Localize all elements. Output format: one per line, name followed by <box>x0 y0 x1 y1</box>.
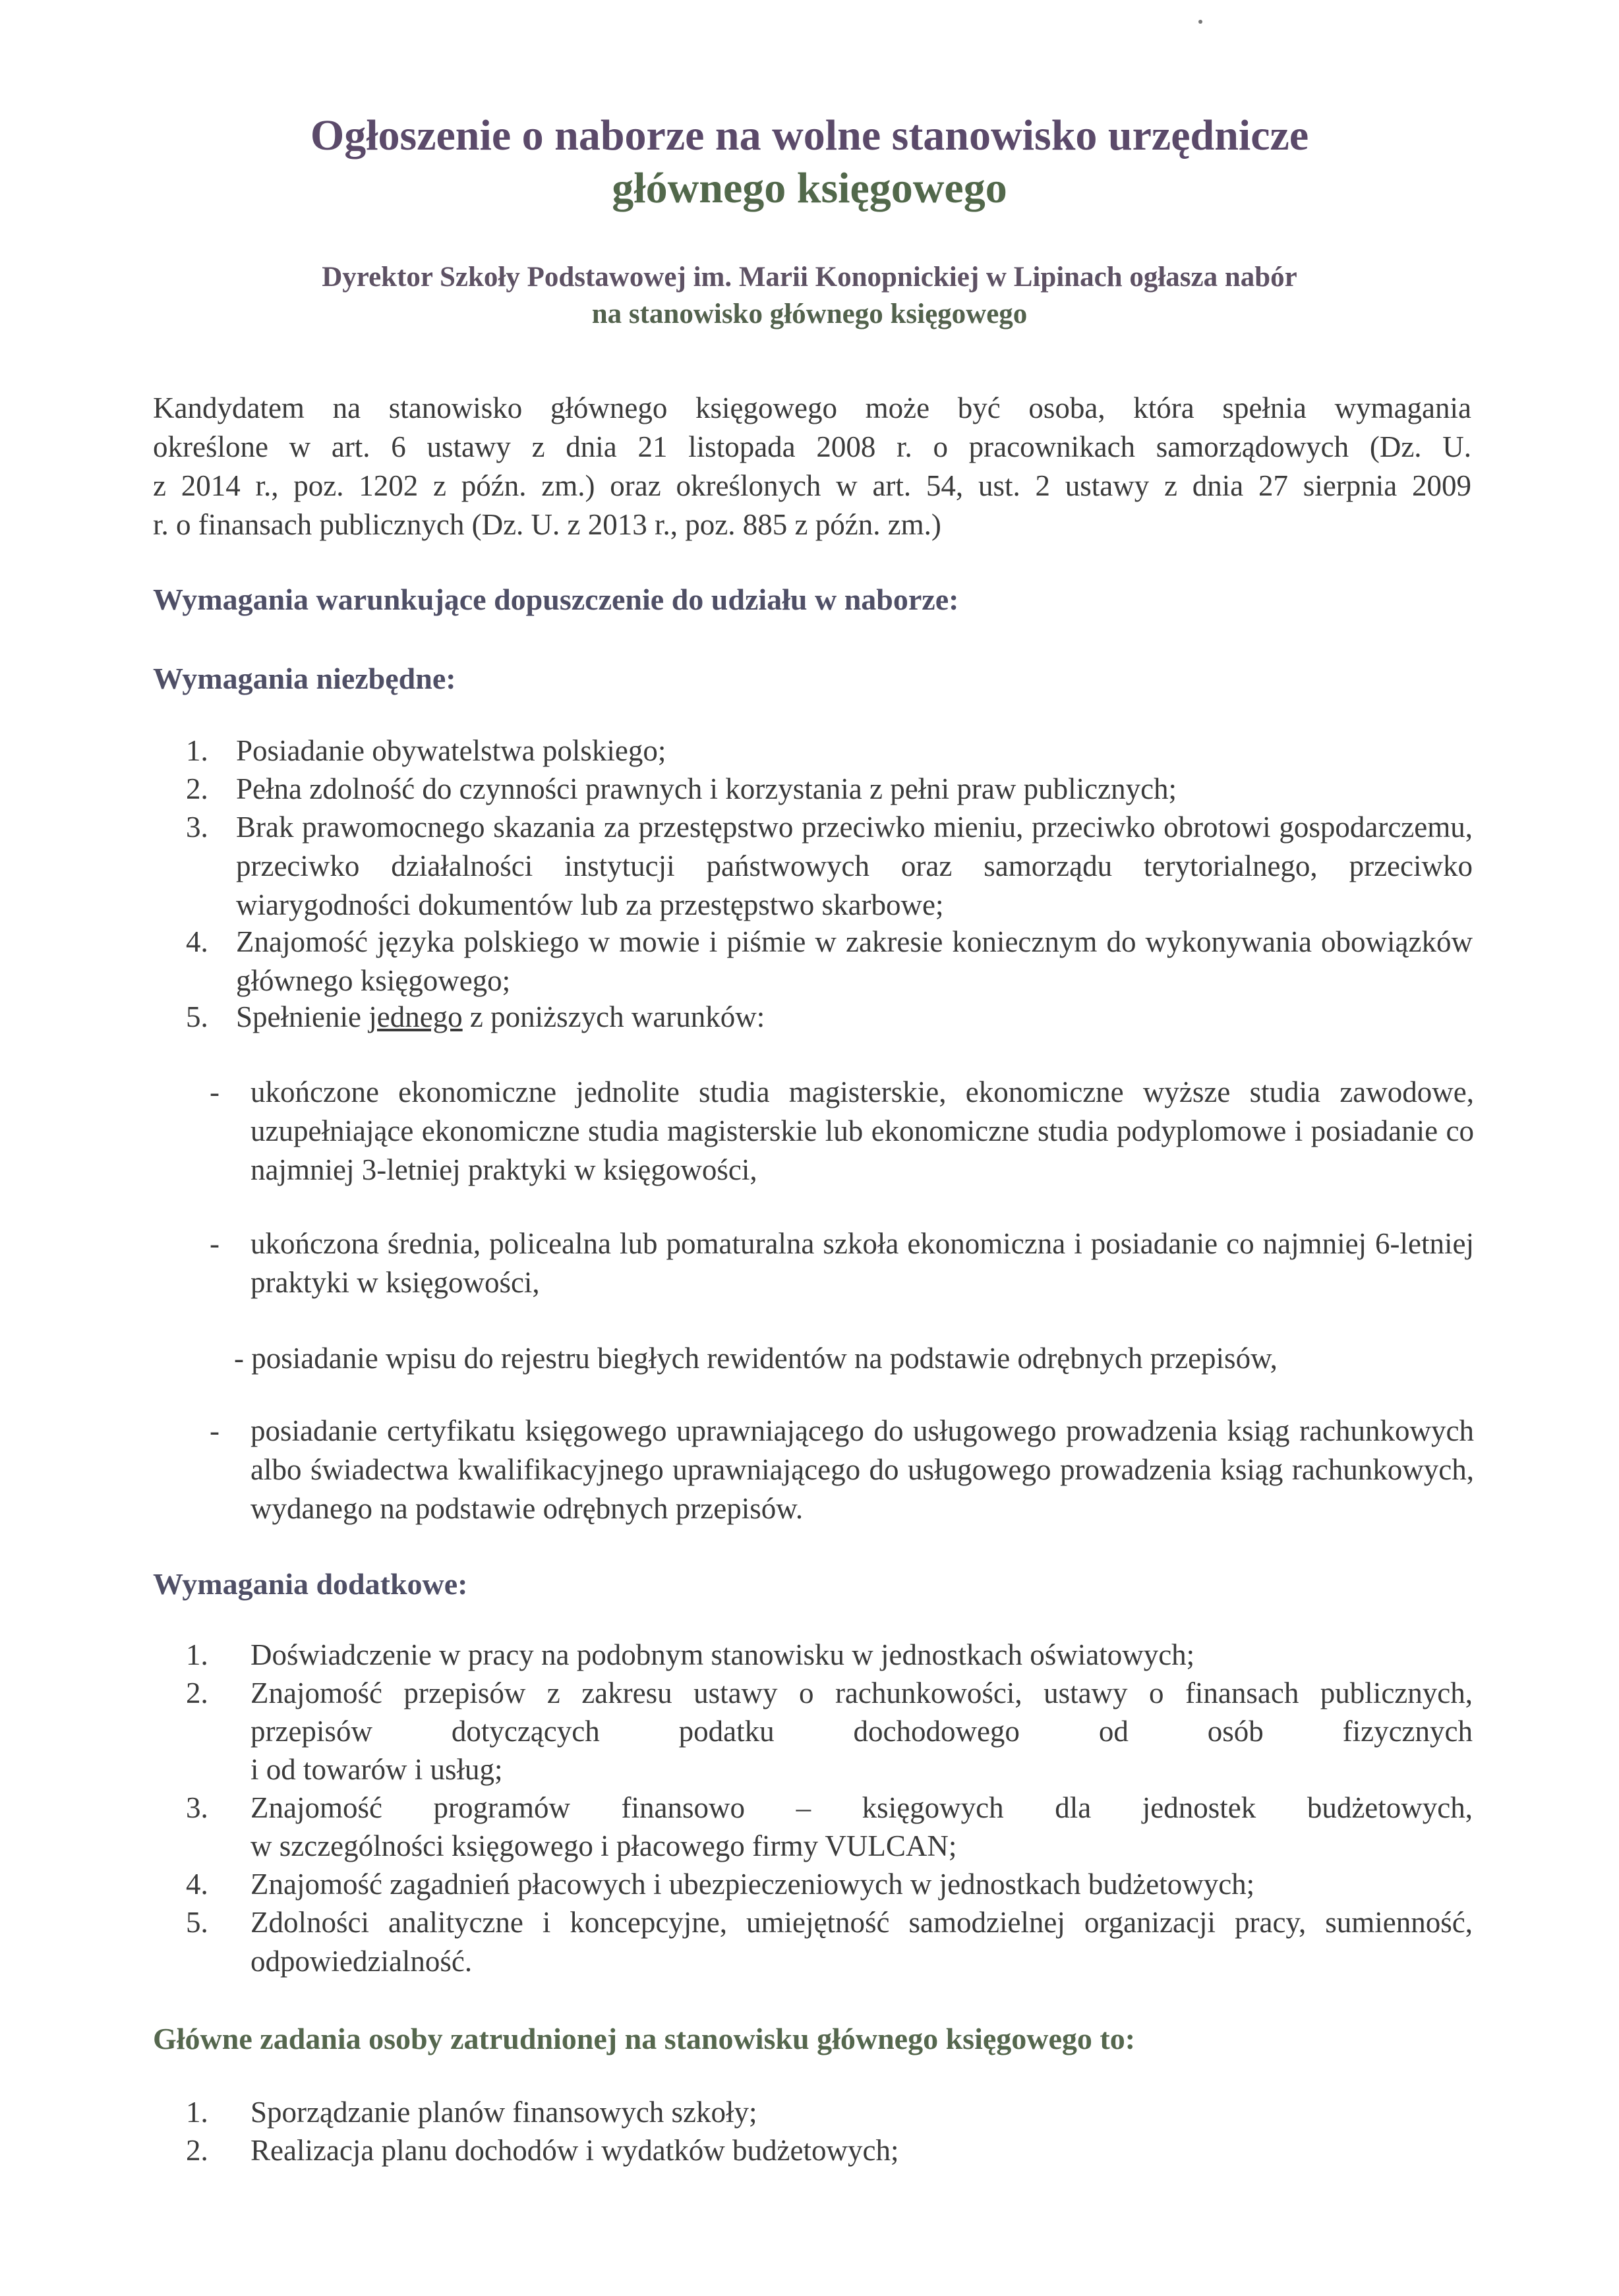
list-text-line-1: Znajomość programów finansowo – księgowych dla jednostek budżetowych, <box>250 1791 1473 1824</box>
list-number: 1. <box>186 734 208 767</box>
list-text: Spełnienie jednego z poniższych warunków: <box>236 1000 765 1033</box>
heading-tasks: Główne zadania osoby zatrudnionej na stanowisku głównego księgowego to: <box>153 2022 1136 2055</box>
subtitle-line-2: na stanowisko głównego księgowego <box>591 299 1028 330</box>
scan-speck <box>1198 20 1202 24</box>
intro-line-4: r. o finansach publicznych (Dz. U. z 2013 r., poz. 885 z późn. zm.) <box>153 508 941 541</box>
additional-item-5 <box>0 1903 1619 1982</box>
essential-item-3 <box>0 808 1619 927</box>
list-text-line-3: i od towarów i usług; <box>250 1753 503 1786</box>
heading-essential: Wymagania niezbędne: <box>153 662 456 695</box>
list-text: Znajomość zagadnień płacowych i ubezpieczeniowych w jednostkach budżetowych; <box>250 1868 1255 1901</box>
condition-item-1 <box>0 1073 1619 1191</box>
heading-requirements: Wymagania warunkujące dopuszczenie do udziału w naborze: <box>153 583 959 616</box>
intro-line-3: z 2014 r., poz. 1202 z późn. zm.) oraz określonych w art. 54, ust. 2 ustawy z dnia 27 sierpnia 2009 <box>153 469 1471 502</box>
condition-text: ukończona średnia, policealna lub pomaturalna szkoła ekonomiczna i posiadanie co najmniej 6-letniej praktyki w księgowości, <box>250 1227 1474 1299</box>
list-text-line-1: Znajomość przepisów z zakresu ustawy o rachunkowości, ustawy o finansach publicznych, <box>250 1677 1473 1709</box>
list-number: 1. <box>186 2096 208 2129</box>
condition-text: - posiadanie wpisu do rejestru biegłych rewidentów na podstawie odrębnych przepisów, <box>234 1342 1278 1375</box>
list-number: 2. <box>186 2134 208 2167</box>
condition-text: ukończone ekonomiczne jednolite studia magisterskie, ekonomiczne wyższe studia zawodowe, uzupełniające ekonomiczne studia magisterskie lub ekonomiczne studia podyplomowe i posiadanie co najmniej 3-letniej praktyki w księgowości, <box>250 1076 1474 1186</box>
condition-item-2 <box>0 1224 1619 1304</box>
additional-item-2 <box>0 1674 1619 1793</box>
list-text: Brak prawomocnego skazania za przestępstwo przeciwko mieniu, przeciwko obrotowi gospodarczemu, przeciwko działalności instytucji państwowych oraz samorządu terytorialnego, przeciwko wiarygodności dokumentów lub za przestępstwo skarbowe; <box>236 811 1473 921</box>
list-text-line-2: w szczególności księgowego i płacowego firmy VULCAN; <box>250 1829 957 1862</box>
list-text: Pełna zdolność do czynności prawnych i korzystania z pełni praw publicznych; <box>236 772 1177 805</box>
list-text: Znajomość języka polskiego w mowie i piśmie w zakresie koniecznym do wykonywania obowiązków głównego księgowego; <box>236 925 1473 997</box>
dash-marker: - <box>210 1076 220 1108</box>
list-number: 4. <box>186 1868 208 1901</box>
dash-marker: - <box>210 1414 220 1447</box>
list-number: 2. <box>186 772 208 805</box>
list-number: 5. <box>186 1000 208 1033</box>
intro-line-2: określone w art. 6 ustawy z dnia 21 listopada 2008 r. o pracownikach samorządowych (Dz. U. <box>153 430 1471 463</box>
list-number: 3. <box>186 1791 208 1824</box>
list-text: Sporządzanie planów finansowych szkoły; <box>250 2096 757 2129</box>
list-number: 2. <box>186 1677 208 1709</box>
heading-additional: Wymagania dodatkowe: <box>153 1567 468 1601</box>
list-number: 4. <box>186 925 208 958</box>
list-number: 5. <box>186 1906 208 1939</box>
subtitle-line-1: Dyrektor Szkoły Podstawowej im. Marii Konopnickiej w Lipinach ogłasza nabór <box>322 262 1297 293</box>
list-number: 3. <box>186 811 208 844</box>
intro-line-1: Kandydatem na stanowisko głównego księgowego może być osoba, która spełnia wymagania <box>153 391 1471 424</box>
additional-item-3 <box>0 1789 1619 1868</box>
list-number: 1. <box>186 1638 208 1671</box>
list-text: Doświadczenie w pracy na podobnym stanowisku w jednostkach oświatowych; <box>250 1638 1195 1671</box>
document-title-line-2: głównego księgowego <box>612 164 1007 212</box>
document-title-line-1: Ogłoszenie o naborze na wolne stanowisko urzędnicze <box>310 111 1309 159</box>
list-text-line-2: przepisów dotyczących podatku dochodowego od osób fizycznych <box>250 1715 1473 1748</box>
list-text: Posiadanie obywatelstwa polskiego; <box>236 734 666 767</box>
dash-marker: - <box>210 1227 220 1260</box>
condition-text: posiadanie certyfikatu księgowego uprawniającego do usługowego prowadzenia ksiąg rachunkowych albo świadectwa kwalifikacyjnego uprawniającego do usługowego prowadzenia ksiąg rachunkowych, wydanego na podstawie odrębnych przepisów. <box>250 1414 1474 1525</box>
underlined-word: jednego <box>368 1000 463 1033</box>
list-text: Zdolności analityczne i koncepcyjne, umiejętność samodzielnej organizacji pracy, sumienność, odpowiedzialność. <box>250 1906 1473 1978</box>
list-text: Realizacja planu dochodów i wydatków budżetowych; <box>250 2134 899 2167</box>
condition-item-4 <box>0 1412 1619 1530</box>
essential-item-4 <box>0 923 1619 1002</box>
